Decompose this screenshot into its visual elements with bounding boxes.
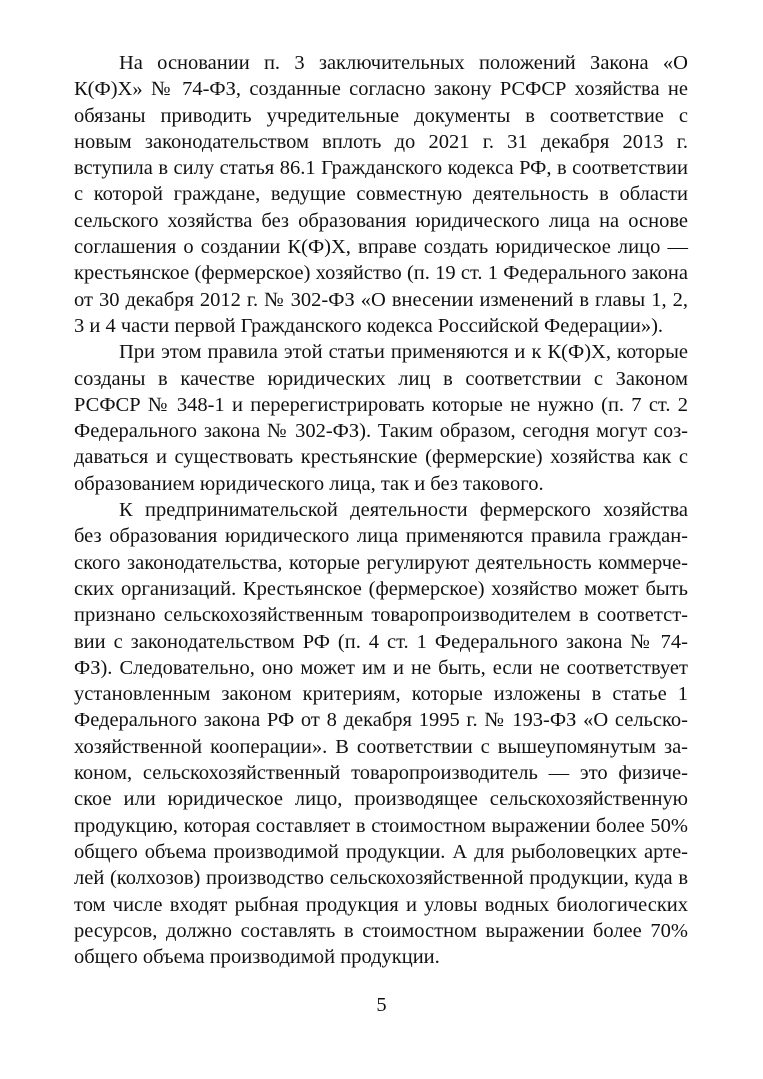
- paragraph-1: На основании п. 3 заключительных положений Закона «О К(Ф)Х» № 74-ФЗ, созданные согласно закону РСФСР хозяйства не обязаны приводить учредительные документы в соответствие с новым законодательством вплоть до 2021 г. 31 декабря 2013 г. вступила в силу статья 86.1 Гражданского кодекса РФ, в соответствии с которой граждане, ведущие совместную деятельность в области сельского хозяйства без образования юридического лица на основе соглашения о создании К(Ф)Х, вправе создать юридическое лицо — крестьянское (фермерское) хозяйство (п. 19 ст. 1 Федерального закона от 30 декабря 2012 г. № 302-ФЗ «О внесении изменений в главы 1, 2, 3 и 4 части первой Гражданского кодекса Российской Федерации»).: [74, 52, 688, 337]
- paragraph-2: При этом правила этой статьи применяются и к К(Ф)Х, которые созданы в качестве юридических лиц в соответствии с Законом РСФСР № 348-1 и перерегистрировать которые не нужно (п. 7 ст. 2 Федерального закона № 302-ФЗ). Таким образом, сегодня могут создаваться и существовать крестьянские (фермерские) хозяйства как с образованием юридического лица, так и без такового.: [74, 341, 688, 495]
- body-text: [74, 50, 688, 970]
- page-number: 5: [376, 994, 387, 1016]
- paragraph-3: К предпринимательской деятельности фермерского хозяйства без образования юридического лица применяются правила гражданского законодательства, которые регулируют деятельность коммерческих организаций. Крестьянское (фермерское) хозяйство может быть признано сельскохозяйственным товаропроизводителем в соответствии с законодательством РФ (п. 4 ст. 1 Федерального закона № 74-ФЗ). Следовательно, оно может им и не быть, если не соответствует установленным законом критериям, которые изложены в статье 1 Федерального закона РФ от 8 декабря 1995 г. № 193-ФЗ «О сельскохозяйственной кооперации». В соответствии с вышеупомянутым законом, сельскохозяйственный товаропроизводитель — это физическое или юридическое лицо, производящее сельскохозяйственную продукцию, которая составляет в стоимостном выражении более 50% общего объема производимой продукции. А для рыболовецких артелей (колхозов) производство сельскохозяйственной продукции, куда в том числе входят рыбная продукция и уловы водных биологических ресурсов, должно составлять в стоимостном выражении более 70% общего объема производимой продукции.: [74, 499, 688, 969]
